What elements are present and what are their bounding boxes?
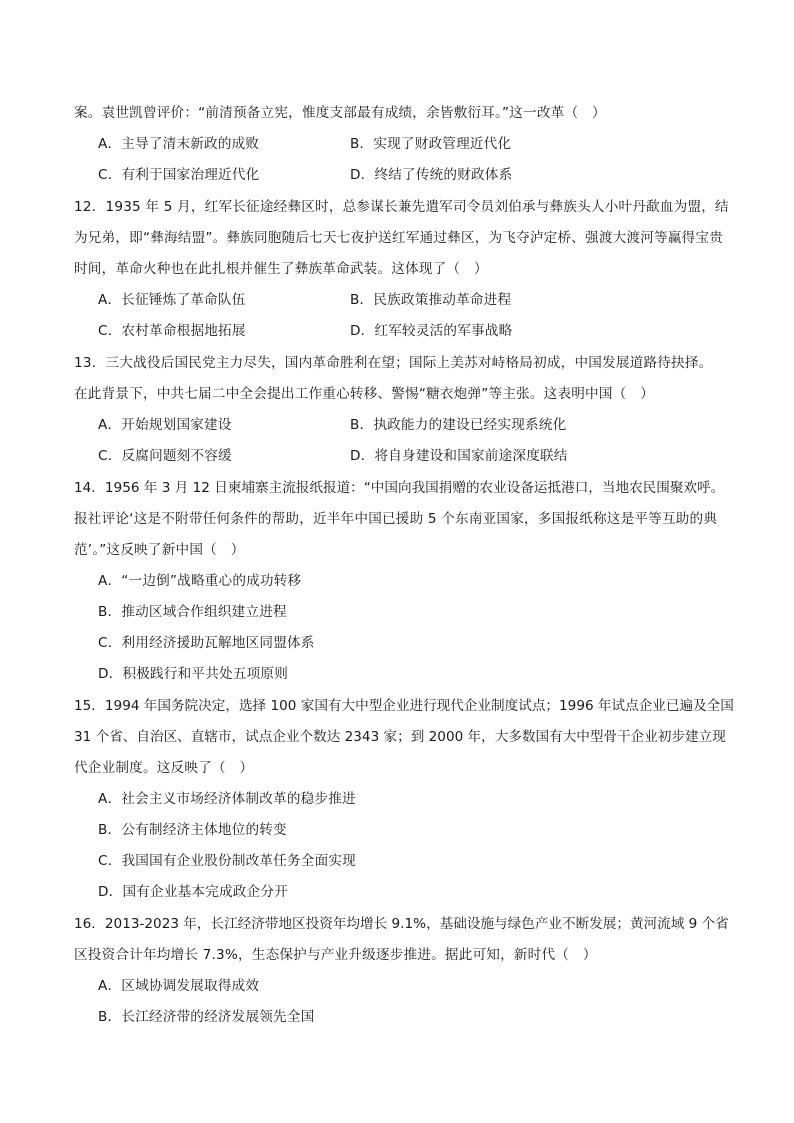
q13-option-c[interactable]: C．反腐问题刻不容缓 (98, 448, 232, 464)
q15-stem-line-1: 15．1994 年国务院决定，选择 100 家国有大中型企业进行现代企业制度试点；1996 年试点企业已遍及全国 (74, 698, 734, 714)
q15-option-c[interactable]: C．我国国有企业股份制改革任务全面实现 (98, 853, 356, 869)
q13-stem-line-2: 在此背景下，中共七届二中全会提出工作重心转移、警惕“糖衣炮弹”等主张。这表明中国（ ） (74, 386, 655, 402)
q16-stem-line-1: 16．2013-2023 年，长江经济带地区投资年均增长 9.1%，基础设施与绿色产业不断发展；黄河流域 9 个省 (74, 916, 729, 932)
q12-option-a[interactable]: A．长征锤炼了革命队伍 (98, 292, 246, 308)
q12-option-d[interactable]: D．红军较灵活的军事战略 (350, 323, 513, 339)
q12-stem-line-2: 为兄弟，即“彝海结盟”。彝族同胞随后七天七夜护送红军通过彝区，为飞夺泸定桥、强渡大渡河等赢得宝贵 (74, 230, 723, 246)
q13-option-a[interactable]: A．开始规划国家建设 (98, 417, 232, 433)
q14-option-d[interactable]: D．积极践行和平共处五项原则 (98, 666, 288, 682)
q16-option-a[interactable]: A．区域协调发展取得成效 (98, 978, 260, 994)
q16-option-b[interactable]: B．长江经济带的经济发展领先全国 (98, 1009, 315, 1025)
q12-option-b[interactable]: B．民族政策推动革命进程 (350, 292, 512, 308)
q15-option-b[interactable]: B．公有制经济主体地位的转变 (98, 822, 287, 838)
q15-option-a[interactable]: A．社会主义市场经济体制改革的稳步推进 (98, 791, 356, 807)
q14-option-a[interactable]: A．“一边倒”战略重心的成功转移 (98, 573, 302, 589)
q14-stem-line-1: 14．1956 年 3 月 12 日柬埔寨主流报纸报道：“中国向我国捐赠的农业设备运抵港口，当地农民围聚欢呼。 (74, 480, 725, 496)
q14-stem-line-2: 报社评论‘这是不附带任何条件的帮助，近半年中国已援助 5 个东南亚国家，多国报纸称这是平等互助的典 (74, 511, 718, 527)
q15-stem-line-2: 31 个省、自治区、直辖市，试点企业个数达 2343 家；到 2000 年，大多数国有大中型骨干企业初步建立现 (74, 729, 726, 745)
q12-stem-line-1: 12．1935 年 5 月，红军长征途经彝区时，总参谋长兼先遣军司令员刘伯承与彝族头人小叶丹歃血为盟，结 (74, 199, 729, 215)
q12-option-c[interactable]: C．农村革命根据地拓展 (98, 323, 246, 339)
q14-option-b[interactable]: B．推动区域合作组织建立进程 (98, 604, 287, 620)
q12-stem-line-3: 时间，革命火种也在此扎根并催生了彝族革命武装。这体现了（ ） (74, 261, 488, 277)
q15-option-d[interactable]: D．国有企业基本完成政企分开 (98, 884, 288, 900)
q14-option-c[interactable]: C．利用经济援助瓦解地区同盟体系 (98, 635, 315, 651)
q14-stem-line-3: 范’。”这反映了新中国（ ） (74, 542, 245, 558)
q15-stem-line-3: 代企业制度。这反映了（ ） (74, 760, 254, 776)
q13-option-b[interactable]: B．执政能力的建设已经实现系统化 (350, 417, 567, 433)
q11-option-b[interactable]: B．实现了财政管理近代化 (350, 136, 512, 152)
q13-option-d[interactable]: D．将自身建设和国家前途深度联结 (350, 448, 568, 464)
q13-stem-line-1: 13．三大战役后国民党主力尽失，国内革命胜利在望；国际上美苏对峙格局初成，中国发展道路待抉择。 (74, 355, 713, 371)
q11-option-c[interactable]: C．有利于国家治理近代化 (98, 167, 260, 183)
q11-option-d[interactable]: D．终结了传统的财政体系 (350, 167, 513, 183)
q11-option-a[interactable]: A．主导了清末新政的成败 (98, 136, 260, 152)
q16-stem-line-2: 区投资合计年均增长 7.3%，生态保护与产业升级逐步推进。据此可知，新时代（ ） (74, 947, 597, 963)
q11-stem-line: 案。袁世凯曾评价：“前清预备立宪，惟度支部最有成绩，余皆敷衍耳。”这一改革（ ） (74, 105, 606, 121)
